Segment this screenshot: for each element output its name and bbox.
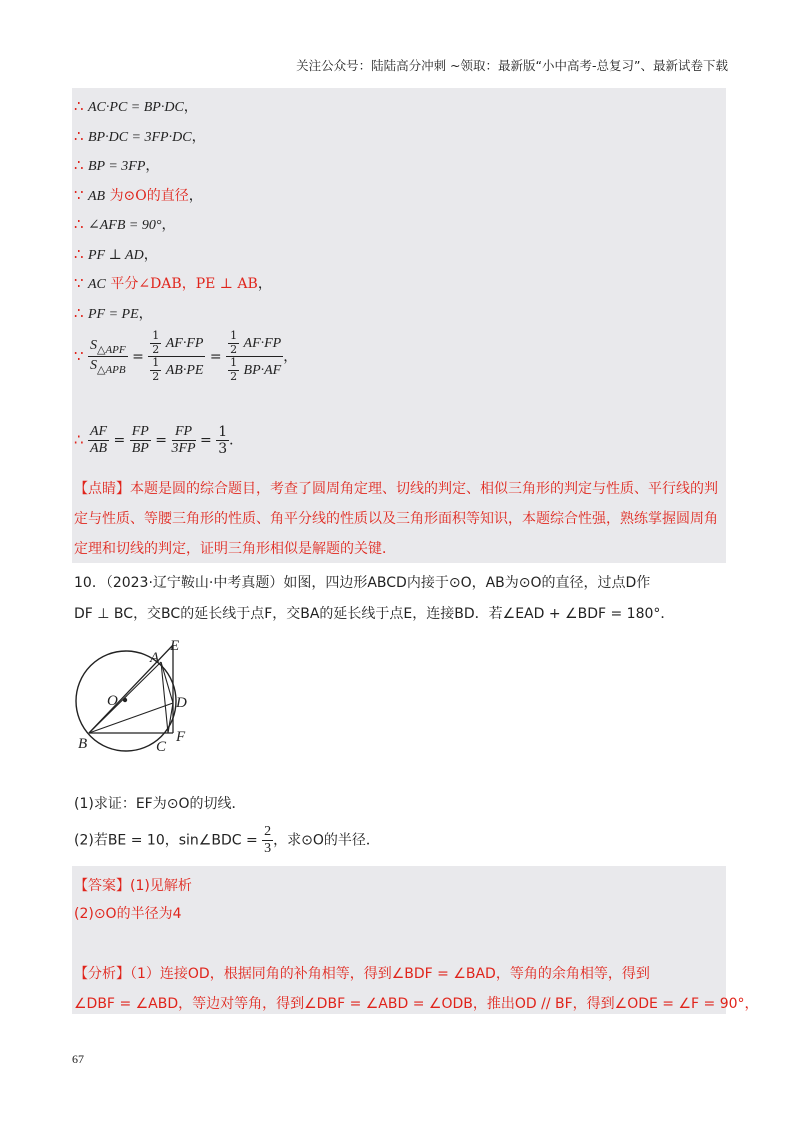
label-A: A (150, 650, 160, 666)
analysis-line-1: 【分析】（1）连接OD，根据同角的补角相等，得到∠BDF = ∠BAD，等角的余角相等，得到 (74, 966, 650, 982)
proof-line-1: ∴ AC·PC = BP·DC， (74, 97, 198, 115)
question-line-1: 10．（2023·辽宁鞍山·中考真题）如图，四边形ABCD内接于⊙O，AB为⊙O的直径，过点D作 (74, 575, 651, 591)
area-ratio-line: ∵ $\frac{S_{\triangle APF}}{S_{\triangle APB}}$ = $\frac{1}{2}$ AF·FP $\frac{1}{2}$ AB·PE = $\frac{1}{2}$ AF·FP $\frac{1}{2}$ BP·AF ， (74, 329, 298, 383)
analysis-line-2: ∠DBF = ∠ABD，等边对等角，得到∠DBF = ∠ABD = ∠ODB，推出OD // BF，得到∠ODE = ∠F = 90°， (74, 996, 759, 1012)
label-D: D (176, 695, 187, 711)
proof-line-4: ∵ AB 为⊙O的直径， (74, 186, 203, 204)
page-number: 67 (72, 1052, 84, 1066)
proof-line-5: ∴ ∠AFB = 90°， (74, 215, 176, 233)
answer-line-2: (2)⊙O的半径为4 (74, 906, 182, 922)
proof-line-2: ∴ BP·DC = 3FP·DC， (74, 127, 206, 145)
label-O: O (107, 693, 118, 709)
proof-line-8: ∴ PF = PE， (74, 304, 153, 322)
page-header: 关注公众号：陆陆高分冲刺 ~领取：最新版“小中高考-总复习”、最新试卷下载 (296, 58, 728, 73)
label-C: C (156, 739, 167, 753)
question-part-2: (2)若BE = 10，sin∠BDC = $\frac{2}{3}$ ，求⊙O的半径． (74, 824, 380, 857)
proof-line-3: ∴ BP = 3FP， (74, 156, 160, 174)
geometry-figure (72, 635, 222, 753)
label-F: F (176, 729, 186, 745)
label-E: E (170, 638, 180, 654)
question-part-1: (1)求证：EF为⊙O的切线． (74, 796, 246, 812)
key-point-note: 【点睛】本题是圆的综合题目，考查了圆周角定理、切线的判定、相似三角形的判定与性质、平行线的判定与性质、等腰三角形的性质、角平分线的性质以及三角形面积等知识，本题综合性强，熟练掌握圆周角定理和切线的判定，证明三角形相似是解题的关键． (74, 481, 718, 557)
answer-line-1: 【答案】(1)见解析 (74, 878, 192, 894)
proof-line-6: ∴ PF ⊥ AD， (74, 245, 158, 263)
question-line-2: DF ⊥ BC，交BC的延长线于点F，交BA的延长线于点E，连接BD．若∠EAD + ∠BDF = 180°． (74, 606, 675, 622)
final-ratio-line: ∴ $\frac{AF}{AB}$ = $\frac{FP}{BP}$ = $\frac{FP}{3FP}$ = $\frac{1}{3}$ ． (74, 424, 244, 458)
proof-line-7: ∵ AC 平分∠DAB，PE ⊥ AB， (74, 274, 272, 292)
label-B: B (78, 736, 88, 752)
